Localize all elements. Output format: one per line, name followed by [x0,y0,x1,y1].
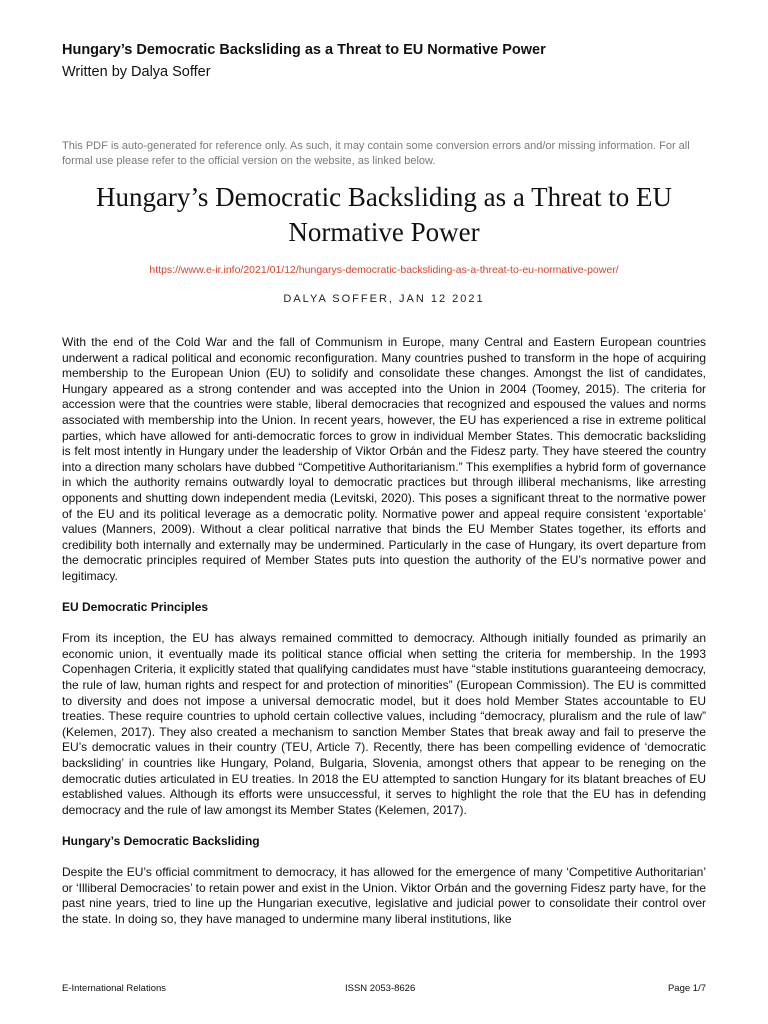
footer-publisher: E-International Relations [62,983,167,994]
footer-issn: ISSN 2053-8626 [345,983,416,994]
header-title: Hungary’s Democratic Backsliding as a Threat to EU Normative Power [62,42,546,58]
paragraph-principles: From its inception, the EU has always remained committed to democracy. Although initially founded as primarily an economic union, it eventually made its political stance official when setting the criteria for membership. In the 1993 Copenhagen Criteria, it explicitly stated that qualifying candidates must have “stable institutions guaranteeing democracy, the rule of law, human rights and respect for and protection of minorities” (European Commission). The EU is committed to diversity and does not impose a universal democratic model, but it does hold Member States accountable to EU treaties. These require countries to uphold certain collective values, including “democracy, pluralism and the rule of law” (Kelemen, 2017). They also created a mechanism to sanction Member States that break away and fail to preserve the EU’s democratic values in their country (TEU, Article 7). Recently, there has been compelling evidence of ‘democratic backsliding’ in countries like Hungary, Poland, Bulgaria, Slovenia, amongst others that appear to be reneging on the democratic duties articulated in EU treaties. In 2018 the EU attempted to sanction Hungary for its blatant breaches of EU established values. Although its efforts were unsuccessful, it serves to highlight the role that the EU has in defending democracy and the rule of law amongst its Member States (Kelemen, 2017). [62,631,706,817]
article-body [62,335,706,943]
paragraph-intro: With the end of the Cold War and the fall of Communism in Europe, many Central and Eastern European countries underwent a radical political and economic reconfiguration. Many countries pushed to transform in the hope of acquiring membership to the European Union (EU) to solidify and consolidate these changes. Amongst the list of candidates, Hungary appeared as a strong contender and was accepted into the Union in 2004 (Toomey, 2015). The criteria for accession were that the countries were stable, liberal democracies that recognized and espoused the values and norms associated with membership into the Union. In recent years, however, the EU has experienced a rise in extreme political parties, which have allowed for anti-democratic forces to grow in individual Member States. This democratic backsliding is felt most intently in Hungary under the leadership of Viktor Orbán and the Fidesz party. They have steered the country into a direction many scholars have dubbed “Competitive Authoritarianism.” This exemplifies a hybrid form of governance in which the authority remains outwardly loyal to democratic practices but through illiberal mechanisms, like arresting opponents and shutting down independent media (Levitski, 2020). This poses a significant threat to the normative power of the EU and its political leverage as a democratic polity. Normative power and appeal require consistent ‘exportable’ values (Manners, 2009). Without a clear political narrative that binds the EU Member States together, its efforts and credibility both internally and externally may be undermined. Particularly in the case of Hungary, its overt departure from the democratic principles required of Member States puts into question the authority of the EU’s normative power and legitimacy. [62,335,706,583]
article-title: Hungary’s Democratic Backsliding as a Threat to EU Normative Power [95,182,673,247]
paragraph-backsliding: Despite the EU’s official commitment to democracy, it has allowed for the emergence of many ‘Competitive Authoritarian’ or ‘Illiberal Democracies’ to retain power and exist in the Union. Viktor Orbán and the governing Fidesz party have, for the past nine years, tried to line up the Hungarian executive, legislative and judicial power to consolidate their control over the state. In doing so, they have managed to undermine many liberal institutions, like [62,865,706,926]
header-author: Written by Dalya Soffer [62,64,211,80]
section-heading-eu-principles: EU Democratic Principles [62,600,209,615]
article-byline: DALYA SOFFER, JAN 12 2021 [283,293,485,305]
document-header [62,41,722,82]
footer-page-number: Page 1/7 [667,983,706,994]
section-heading-hungary-backsliding: Hungary’s Democratic Backsliding [62,834,260,848]
source-url-link[interactable]: https://www.e-ir.info/2021/01/12/hungarys-democratic-backsliding-as-a-threat-to-eu-normative-power/ [149,264,619,276]
auto-generated-notice: This PDF is auto-generated for reference only. As such, it may contain some conversion errors and/or missing information. For all formal use please refer to the official version on the website, as linked below. [62,140,690,167]
